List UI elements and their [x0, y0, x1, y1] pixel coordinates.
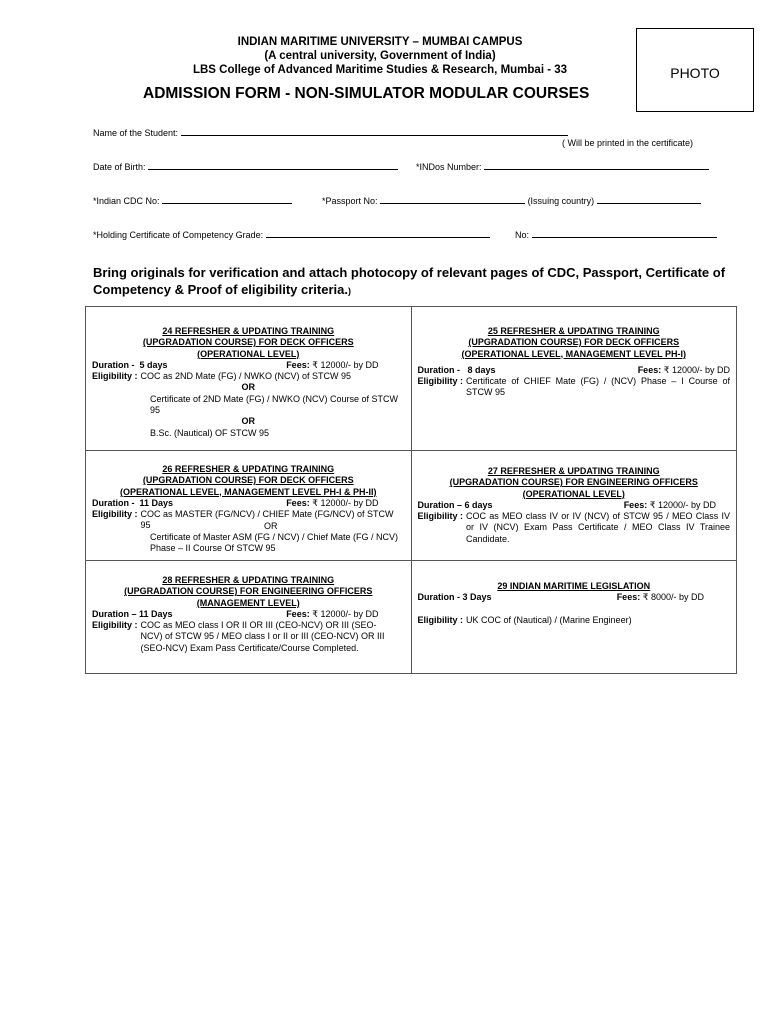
- duration-label: Duration -: [417, 592, 460, 603]
- course-25-cell: [411, 307, 737, 451]
- cdc-field: [93, 194, 292, 206]
- student-name-line[interactable]: [181, 126, 568, 136]
- course-25-fee: 12000/- by DD: [671, 364, 730, 375]
- course-26-duration: 11 Days: [139, 497, 174, 508]
- course-24-fee: 12000/- by DD: [320, 359, 379, 370]
- course-24-elig-3: B.Sc. (Nautical) OF STCW 95: [150, 427, 270, 438]
- college-name: LBS College of Advanced Maritime Studies & Research, Mumbai - 33: [192, 64, 568, 76]
- indos-line[interactable]: [484, 160, 709, 170]
- fees-label: Fees:: [286, 359, 310, 370]
- course-25-duration: 8 days: [467, 364, 496, 375]
- photo-box: [636, 28, 754, 112]
- course-28-duration: 11 Days: [139, 608, 173, 619]
- student-name-label: Name of the Student:: [93, 128, 179, 138]
- coc-grade-field: [93, 228, 490, 240]
- eligibility-label: Eligibility :: [92, 620, 138, 631]
- course-24-cell: [86, 307, 412, 451]
- duration-label: Duration -: [417, 364, 460, 375]
- course-29-duration-row: [418, 592, 731, 603]
- course-28-fee: 12000/- by DD: [320, 608, 379, 619]
- rupee-icon: ₹: [312, 359, 318, 370]
- course-26-level: (OPERATIONAL LEVEL, MANAGEMENT LEVEL PH-I & PH-II): [119, 486, 377, 497]
- course-26-cell: [86, 451, 412, 561]
- duration-label: Duration –: [417, 499, 463, 510]
- course-24-level: (OPERATIONAL LEVEL): [197, 348, 300, 359]
- course-25-elig-1: Certificate of CHIEF Mate (FG) / (NCV) Phase – I Course of STCW 95: [466, 376, 730, 398]
- coc-grade-line[interactable]: [266, 228, 490, 238]
- duration-label: Duration -: [92, 497, 135, 508]
- course-25-subtitle: (UPGRADATION COURSE) FOR DECK OFFICERS: [468, 337, 680, 348]
- course-27-level: (OPERATIONAL LEVEL): [522, 488, 625, 499]
- course-26-title: 26 REFRESHER & UPDATING TRAINING: [162, 464, 335, 474]
- certificate-note: ( Will be printed in the certificate): [562, 138, 694, 148]
- cdc-label: *Indian CDC No:: [93, 196, 160, 206]
- coc-no-label: No:: [515, 230, 530, 240]
- course-29-title: 29 INDIAN MARITIME LEGISLATION: [497, 581, 651, 591]
- course-24-subtitle: (UPGRADATION COURSE) FOR DECK OFFICERS: [142, 337, 354, 348]
- form-title: ADMISSION FORM - NON-SIMULATOR MODULAR COURSES: [143, 85, 590, 102]
- passport-line[interactable]: [380, 194, 525, 204]
- course-26-subtitle: (UPGRADATION COURSE) FOR DECK OFFICERS: [142, 475, 354, 486]
- course-27-fee: 12000/- by DD: [657, 499, 716, 510]
- course-28-elig-1: COC as MEO class I OR II OR III (CEO-NCV) OR III (SEO-NCV) of STCW 95 / MEO class I or II or III (CEO-NCV) OR III (SEO-NCV) Exam Pass Certificate/Course Completed.: [140, 620, 385, 653]
- course-29-cell: [411, 561, 737, 674]
- or-separator: OR: [264, 520, 278, 531]
- course-25-level: (OPERATIONAL LEVEL, MANAGEMENT LEVEL PH-I): [461, 348, 686, 359]
- dob-line[interactable]: [148, 160, 398, 170]
- course-28-eligibility: [92, 620, 405, 654]
- issuing-country-line[interactable]: [597, 194, 701, 204]
- coc-no-field: [515, 228, 717, 240]
- course-28-cell: [86, 561, 412, 674]
- instruction-closing: ): [348, 286, 351, 296]
- course-24-duration-row: [92, 360, 405, 371]
- instruction-text: [93, 264, 733, 300]
- courses-table: [85, 306, 737, 674]
- or-separator: OR: [241, 382, 255, 393]
- indos-label: *INDos Number:: [416, 162, 482, 172]
- fees-label: Fees:: [623, 499, 648, 510]
- course-25-title: 25 REFRESHER & UPDATING TRAINING: [487, 326, 660, 336]
- passport-field: [322, 194, 701, 206]
- course-28-title: 28 REFRESHER & UPDATING TRAINING: [162, 575, 335, 585]
- course-27-subtitle: (UPGRADATION COURSE) FOR ENGINEERING OFFICERS: [449, 477, 698, 488]
- course-24-elig-1: COC as 2ND Mate (FG) / NWKO (NCV) of STCW 95: [140, 371, 352, 382]
- course-26-elig-1: COC as MASTER (FG/NCV) / CHIEF Mate (FG/NCV) of STCW 95: [140, 509, 394, 531]
- cdc-line[interactable]: [162, 194, 292, 204]
- course-24-duration: 5 days: [139, 359, 168, 370]
- fees-label: Fees:: [637, 364, 662, 375]
- indos-field: [416, 160, 709, 172]
- eligibility-label: Eligibility :: [417, 614, 464, 625]
- student-name-field: [93, 126, 568, 138]
- course-26-elig-2: Certificate of Master ASM (FG / NCV) / Chief Mate (FG / NCV) Phase – II Course Of STCW 95: [150, 532, 399, 554]
- issuing-country-label: (Issuing country): [527, 196, 595, 206]
- course-28-duration-row: [92, 609, 405, 620]
- eligibility-label: Eligibility :: [417, 376, 464, 387]
- eligibility-label: Eligibility :: [92, 509, 138, 520]
- course-27-elig-1: COC as MEO class IV or IV (NCV) of STCW 95 / MEO Class IV or IV (NCV) Exam Pass Certificate / MEO Class IV Trainee Candidate.: [466, 511, 730, 544]
- photo-label: PHOTO: [670, 65, 720, 81]
- eligibility-label: Eligibility :: [417, 511, 464, 522]
- university-subtitle: (A central university, Government of India): [264, 50, 496, 62]
- fees-label: Fees:: [616, 592, 641, 603]
- passport-label: *Passport No:: [322, 196, 378, 206]
- course-27-eligibility: [418, 511, 731, 545]
- dob-field: [93, 160, 398, 172]
- dob-label: Date of Birth:: [93, 162, 146, 172]
- course-27-duration: 6 days: [464, 499, 493, 510]
- rupee-icon: ₹: [642, 592, 649, 603]
- course-29-eligibility: [418, 615, 731, 626]
- rupee-icon: ₹: [663, 364, 670, 375]
- duration-label: Duration -: [92, 359, 135, 370]
- rupee-icon: ₹: [649, 499, 656, 510]
- rupee-icon: ₹: [312, 497, 318, 508]
- course-28-subtitle: (UPGRADATION COURSE) FOR ENGINEERING OFFICERS: [124, 586, 373, 597]
- course-25-eligibility: [418, 376, 731, 399]
- fees-label: Fees:: [286, 608, 310, 619]
- fees-label: Fees:: [286, 497, 310, 508]
- course-25-duration-row: [418, 365, 731, 376]
- coc-grade-label: *Holding Certificate of Competency Grade:: [93, 230, 264, 240]
- course-29-elig-1: UK COC of (Nautical) / (Marine Engineer): [466, 614, 632, 625]
- course-27-cell: [411, 451, 737, 561]
- course-26-duration-row: [92, 498, 405, 509]
- instruction-main: Bring originals for verification and attach photocopy of relevant pages of CDC, Passport, Certificate of Competency & Proof of eligibility criteria.: [93, 265, 726, 297]
- or-separator: OR: [241, 416, 255, 427]
- course-29-fee: 8000/- by DD: [650, 592, 704, 603]
- course-24-eligibility: [92, 371, 405, 382]
- duration-label: Duration –: [92, 608, 137, 619]
- course-26-eligibility: [92, 509, 405, 532]
- course-26-fee: 12000/- by DD: [320, 497, 379, 508]
- course-27-duration-row: [418, 500, 731, 511]
- course-24-elig-2: Certificate of 2ND Mate (FG) / NWKO (NCV) Course of STCW 95: [150, 393, 399, 416]
- course-27-title: 27 REFRESHER & UPDATING TRAINING: [487, 466, 660, 476]
- course-24-title: 24 REFRESHER & UPDATING TRAINING: [162, 326, 335, 336]
- university-name: INDIAN MARITIME UNIVERSITY – MUMBAI CAMPUS: [237, 36, 523, 48]
- rupee-icon: ₹: [312, 608, 318, 619]
- coc-no-line[interactable]: [532, 228, 717, 238]
- course-28-level: (MANAGEMENT LEVEL): [196, 597, 300, 608]
- eligibility-label: Eligibility :: [92, 371, 138, 382]
- course-29-duration: 3 Days: [462, 592, 492, 603]
